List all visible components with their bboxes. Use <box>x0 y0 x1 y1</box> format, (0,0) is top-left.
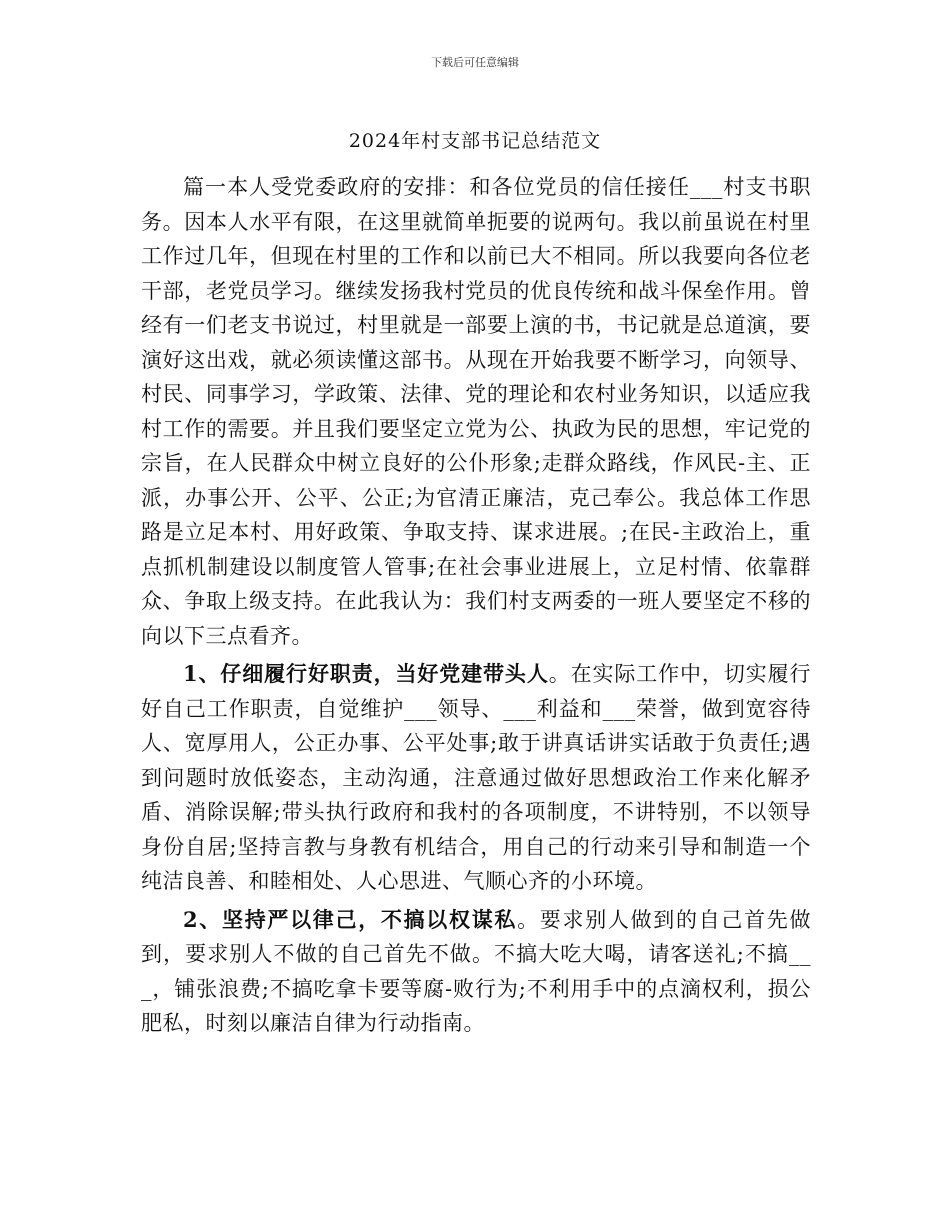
document-title: 2024年村支部书记总结范文 <box>348 130 602 152</box>
paragraph-intro-text: 篇一本人受党委政府的安排：和各位党员的信任接任___村支书职务。因本人水平有限，在这里就简单扼要的说两句。我以前虽说在村里工作过几年，但现在村里的工作和以前已大不相同。所以我要向各位老干部，老党员学习。继续发扬我村党员的优良传统和战斗保垒作用。曾经有一们老支书说过，村里就是一部要上演的书，书记就是总道演，要演好这出戏，就必须读懂这部书。从现在开始我要不断学习，向领导、村民、同事学习，学政策、法律、党的理论和农村业务知识，以适应我村工作的需要。并且我们要坚定立党为公、执政为民的思想，牢记党的宗旨，在人民群众中树立良好的公仆形象;走群众路线，作风民-主、正派，办事公开、公平、公正;为官清正廉洁，克己奉公。我总体工作思路是立足本村、用好政策、争取支持、谋求进展。;在民-主政治上，重点抓机制建设以制度管人管事;在社会事业进展上，立足村情、依靠群众、争取上级支持。在此我认为：我们村支两委的一班人要坚定不移的向以下三点看齐。 <box>141 175 811 648</box>
paragraph-point-2-lead: 2、坚持严以律己，不搞以权谋私 <box>183 906 518 932</box>
paragraph-intro <box>141 170 811 653</box>
paragraph-point-2-text: 。要求别人做到的自己首先做到，要求别人不做的自己首先不做。不搞大吃大喝，请客送礼;不搞___，铺张浪费;不搞吃拿卡要等腐-败行为;不利用手中的点滴权利，损公肥私，时刻以廉洁自律为行动指南。 <box>141 907 811 1035</box>
paragraph-point-1-text: 。在实际工作中，切实履行好自己工作职责，自觉维护___领导、___利益和___荣誉，做到宽容待人、宽厚用人，公正办事、公平处事;敢于讲真话讲实话敢于负责任;遇到问题时放低姿态，主动沟通，注意通过做好思想政治工作来化解矛盾、消除误解;带头执行政府和我村的各项制度，不讲特别，不以领导身份自居;坚持言教与身教有机结合，用自己的行动来引导和制造一个纯洁良善、和睦相处、人心思进、气顺心齐的小环境。 <box>141 662 811 893</box>
paragraph-point-2 <box>141 903 811 1041</box>
paragraph-point-1-lead: 1、仔细履行好职责，当好党建带头人 <box>183 661 549 686</box>
paragraph-point-1 <box>141 657 811 899</box>
document-body <box>141 170 811 1041</box>
header-note: 下载后可任意编辑 <box>431 56 519 69</box>
